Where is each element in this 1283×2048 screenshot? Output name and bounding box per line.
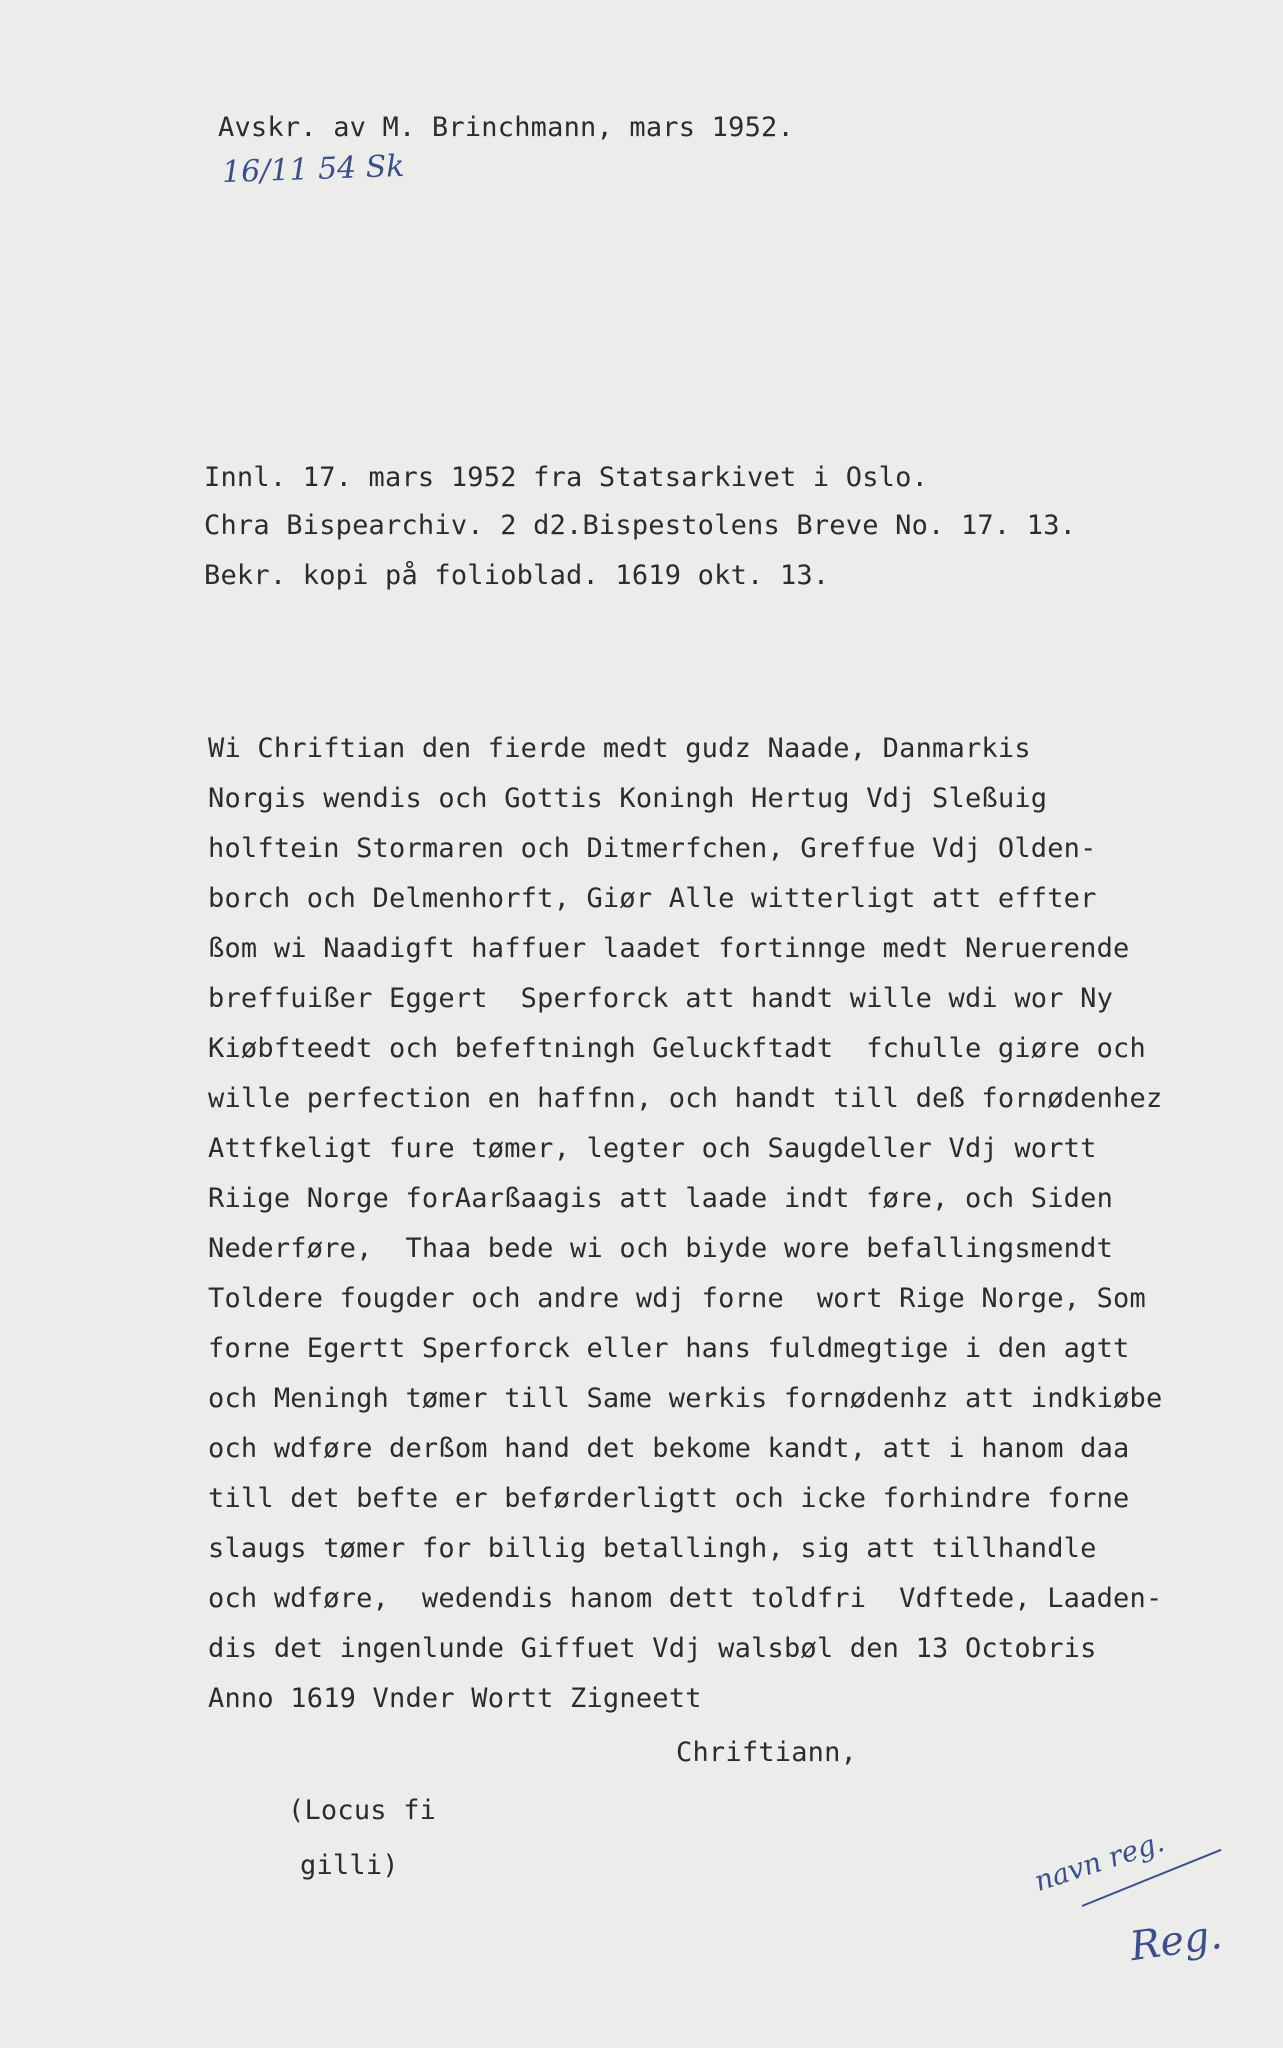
letter-line-10: Riige Norge forAarßaagis att laade indt føre, och Siden (208, 1183, 1114, 1214)
margin-note-registered-names: navn reg. (1030, 1825, 1169, 1898)
letter-line-2: Norgis wendis och Gottis Koningh Hertug Vdj Sleßuig (208, 783, 1048, 814)
letter-line-6: breffuißer Eggert Sperforck att handt wille wdi wor Ny (208, 983, 1114, 1014)
transcript-note: Avskr. av M. Brinchmann, mars 1952. (218, 112, 794, 143)
letter-line-18: och wdføre, wedendis hanom dett toldfri Vdftede, Laaden- (208, 1583, 1163, 1614)
seal-note-line-2: gilli) (300, 1850, 399, 1881)
letter-line-8: wille perfection en haffnn, och handt till deß fornødenhez (208, 1083, 1163, 1114)
letter-line-1: Wi Chriftian den fierde medt gudz Naade, Danmarkis (208, 733, 1031, 764)
meta-line-3: Bekr. kopi på folioblad. 1619 okt. 13. (204, 560, 830, 591)
meta-line-2: Chra Bispearchiv. 2 d2.Bispestolens Breve No. 17. 13. (204, 510, 1077, 541)
letter-line-3: holftein Stormaren och Ditmerfchen, Greffue Vdj Olden- (208, 833, 1097, 864)
letter-line-14: och Meningh tømer till Same werkis fornødenhz att indkiøbe (208, 1383, 1163, 1414)
letter-line-12: Toldere fougder och andre wdj forne wort Rige Norge, Som (208, 1283, 1146, 1314)
letter-line-17: slaugs tømer for billig betallingh, sig att tillhandle (208, 1533, 1097, 1564)
seal-note-line-1: (Locus fi (288, 1795, 437, 1826)
letter-line-9: Attfkeligt fure tømer, legter och Saugdeller Vdj wortt (208, 1133, 1097, 1164)
letter-line-20: Anno 1619 Vnder Wortt Zigneett (208, 1683, 702, 1714)
closing-signature: Chriftiann, (676, 1737, 858, 1768)
letter-line-7: Kiøbfteedt och befeftningh Geluckftadt fchulle giøre och (208, 1033, 1146, 1064)
letter-line-15: och wdføre derßom hand det bekome kandt, att i hanom daa (208, 1433, 1130, 1464)
letter-line-13: forne Egertt Sperforck eller hans fuldmegtige i den agtt (208, 1333, 1130, 1364)
letter-line-19: dis det ingenlunde Giffuet Vdj walsbøl den 13 Octobris (208, 1633, 1097, 1664)
margin-note-registered: Reg. (1127, 1911, 1225, 1971)
letter-line-11: Nederføre, Thaa bede wi och biyde wore befallingsmendt (208, 1233, 1114, 1264)
handwritten-reference: 16/11 54 Sk (221, 148, 405, 191)
letter-line-5: ßom wi Naadigft haffuer laadet fortinnge medt Neruerende (208, 933, 1130, 964)
letter-line-16: till det befte er beførderligtt och icke forhindre forne (208, 1483, 1130, 1514)
meta-line-1: Innl. 17. mars 1952 fra Statsarkivet i Oslo. (204, 462, 929, 493)
letter-line-4: borch och Delmenhorft, Giør Alle witterligt att effter (208, 883, 1097, 914)
